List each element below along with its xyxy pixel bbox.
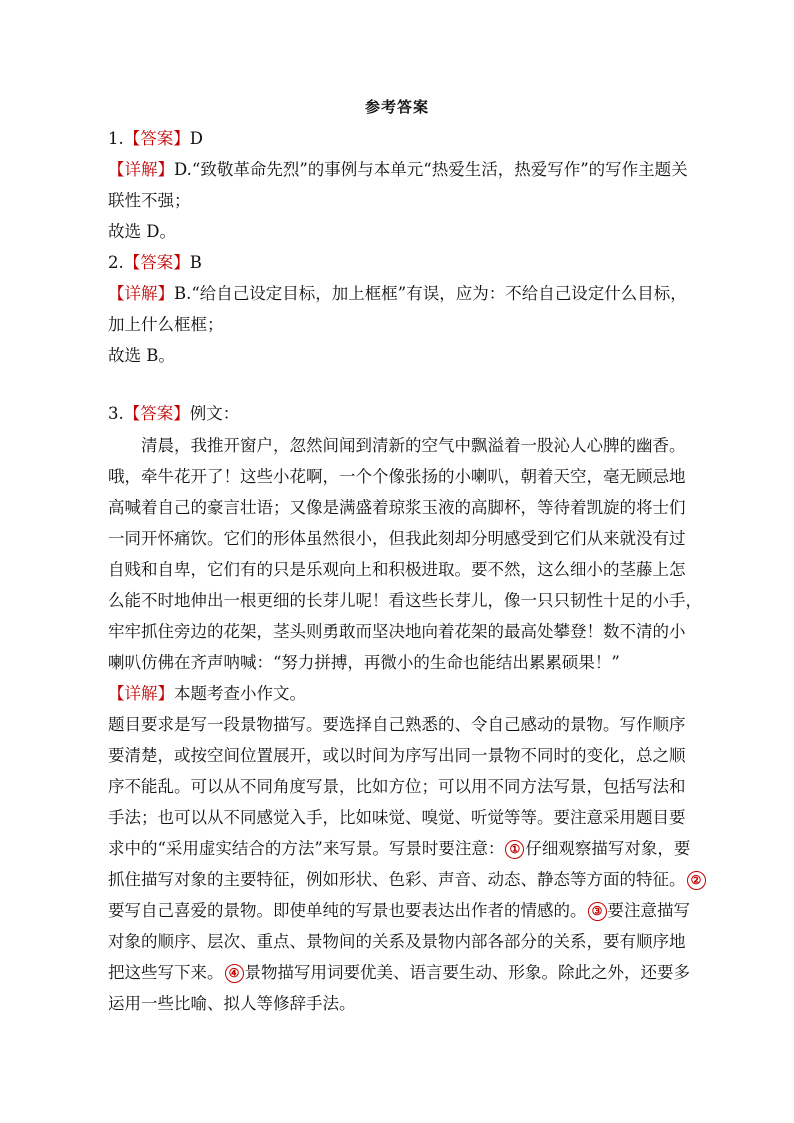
explain-text: 景物描写用词要优美、语言要生动、形象。除此之外，还要多 [244,963,690,982]
q1-detail-continued: 联性不强； [108,191,191,210]
essay-line: 牢牢抓住旁边的花架，茎头则勇敢而坚决地向着花架的最高处攀登！数不清的小 [108,622,686,641]
q2-detail-text: B.“给自己设定目标，加上框框”有误，应为：不给自己设定什么目标， [174,284,687,303]
essay-line: 高喊着自己的豪言壮语；又像是满盛着琼浆玉液的高脚杯，等待着凯旋的将士们 [108,498,686,517]
explain-text: 仔细观察描写对象，要 [525,839,691,858]
q2-detail-line [108,283,687,305]
q1-answer-tag: 【答案】 [123,129,190,148]
q3-detail-tag: 【详解】 [108,684,174,703]
q1-detail-text: D.“致敬革命先烈”的事例与本单元“热爱生活，热爱写作”的写作主题关 [174,160,688,179]
q2-detail-tag: 【详解】 [108,284,174,303]
q1-detail-tag: 【详解】 [108,160,174,179]
q1-answer: D [189,129,203,148]
explain-line [108,962,690,984]
explain-line [108,900,690,922]
q1-detail-line [108,159,688,181]
q3-detail-intro: 本题考查小作文。 [174,684,306,703]
essay-line: 清晨，我推开窗户，忽然间闻到清新的空气中飘溢着一股沁人心脾的幽香。 [141,436,686,455]
explain-line: 运用一些比喻、拟人等修辞手法。 [108,994,356,1013]
circled-number-3: ③ [588,902,607,921]
essay-line: 自贱和自卑，它们有的只是乐观向上和积极进取。要不然，这么细小的茎藤上怎 [108,560,686,579]
circled-number-2: ② [687,871,706,890]
q1-answer-line [108,128,203,150]
explain-text: 把这些写下来。 [108,963,224,982]
q1-conclusion: 故选 D。 [108,222,176,241]
q2-detail-continued: 加上什么框框； [108,315,224,334]
explain-text: 要注意描写 [607,901,690,920]
q3-answer-tag: 【答案】 [123,404,190,423]
explain-text: 要写自己喜爱的景物。即使单纯的写景也要表达出作者的情感的。 [108,901,587,920]
q3-answer-line [108,403,239,425]
circled-number-1: ① [505,840,524,859]
q3-detail-line [108,683,306,705]
q3-number: 3. [108,404,124,423]
essay-line: 喇叭仿佛在齐声呐喊：“努力拼搏，再微小的生命也能结出累累硕果！” [108,653,620,672]
essay-line: 么能不时地伸出一根更细的长芽儿呢！看这些长芽儿，像一只只韧性十足的小手， [108,591,702,610]
essay-line: 哦，牵牛花开了！这些小花啊，一个个像张扬的小喇叭，朝着天空，毫无顾忌地 [108,467,686,486]
q1-number: 1. [108,129,124,148]
explain-line: 题目要求是写一段景物描写。要选择自己熟悉的、令自己感动的景物。写作顺序 [108,715,686,734]
q2-answer-tag: 【答案】 [123,253,190,272]
q2-conclusion: 故选 B。 [108,346,175,365]
explain-line: 要清楚，或按空间位置展开，或以时间为序写出同一景物不同时的变化，总之顺 [108,746,686,765]
circled-number-4: ④ [225,964,244,983]
q2-answer-line [108,252,202,274]
q2-answer: B [189,253,202,272]
explain-text: 求中的“采用虚实结合的方法”来写景。写景时要注意： [108,839,505,858]
explain-line: 对象的顺序、层次、重点、景物间的关系及景物内部各部分的关系，要有顺序地 [108,932,686,951]
explain-line: 序不能乱。可以从不同角度写景，比如方位；可以用不同方法写景，包括写法和 [108,777,686,796]
q2-number: 2. [108,253,124,272]
page-title: 参考答案 [364,98,429,116]
explain-line [108,838,690,860]
q3-answer: 例文： [189,404,240,423]
explain-text: 抓住描写对象的主要特征，例如形状、色彩、声音、动态、静态等方面的特征。 [108,870,686,889]
explain-line [108,869,707,891]
explain-line: 手法；也可以从不同感觉入手，比如味觉、嗅觉、听觉等等。要注意采用题目要 [108,808,686,827]
essay-line: 一同开怀痛饮。它们的形体虽然很小，但我此刻却分明感受到它们从来就没有过 [108,529,686,548]
